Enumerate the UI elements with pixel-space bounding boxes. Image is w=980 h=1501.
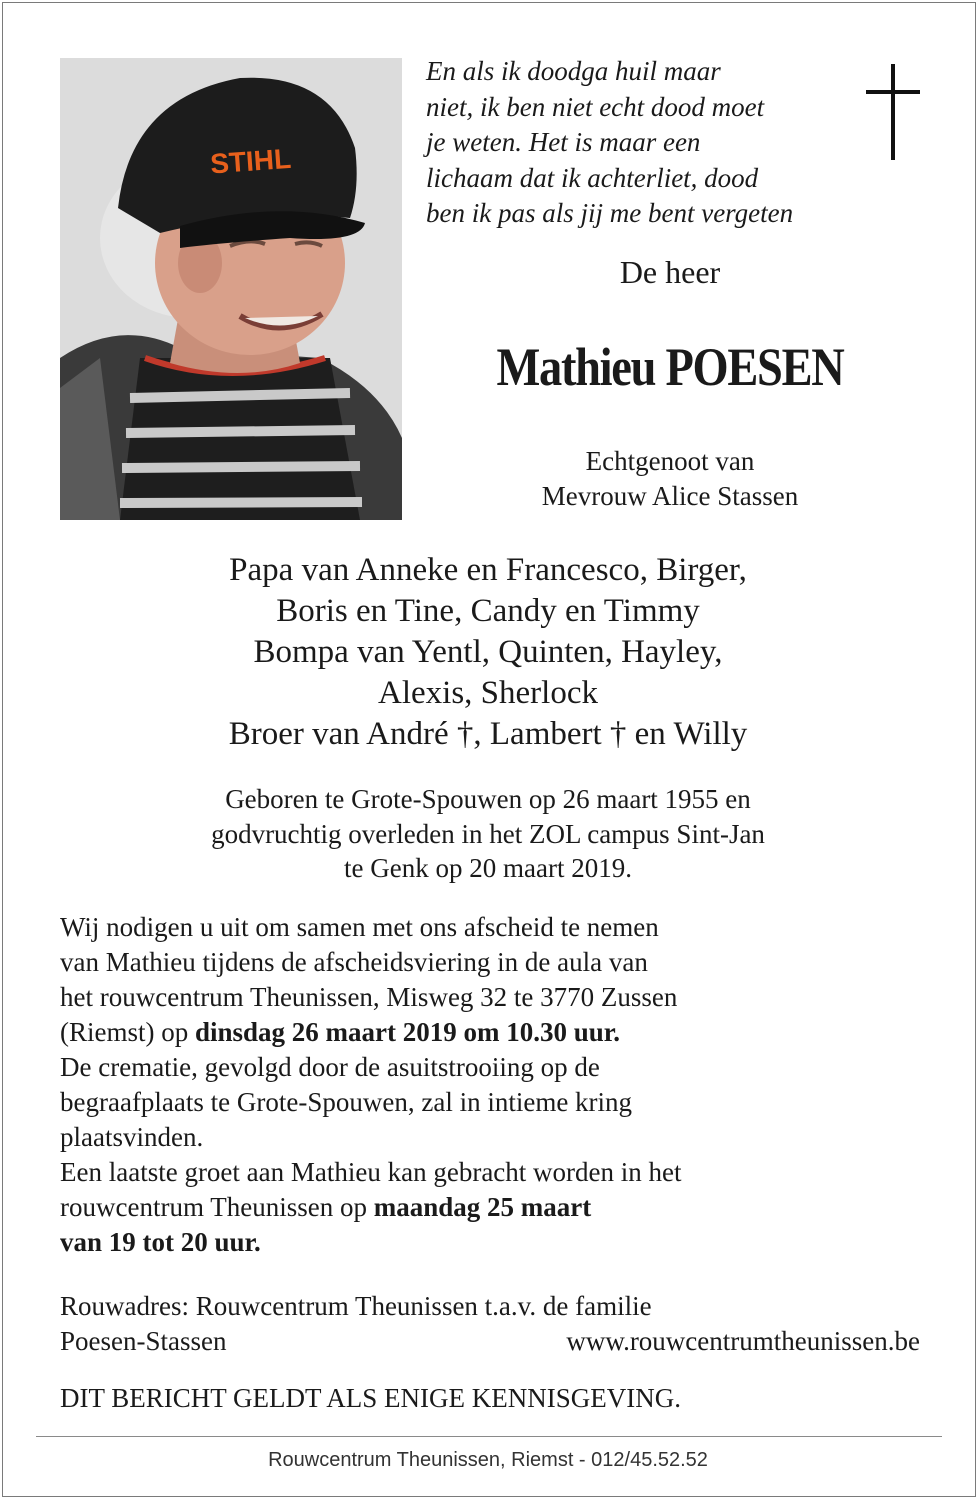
visitation-date: maandag 25 maart	[373, 1192, 592, 1222]
family-line: Bompa van Yentl, Quinten, Hayley,	[253, 634, 723, 670]
birth-line: te Genk op 20 maart 2019.	[344, 853, 632, 883]
invitation-line: Wij nodigen u uit om samen met ons afscheid te nemen	[60, 912, 659, 942]
ceremony-datetime: dinsdag 26 maart 2019 om 10.30 uur.	[195, 1017, 621, 1047]
invitation-line: Een laatste groet aan Mathieu kan gebracht worden in het	[60, 1157, 682, 1187]
portrait-photo	[60, 58, 402, 520]
invitation-text-part: rouwcentrum Theunissen op	[60, 1192, 374, 1222]
visitation-time: van 19 tot 20 uur.	[60, 1227, 261, 1257]
family-line: Boris en Tine, Candy en Timmy	[276, 593, 700, 629]
cap-logo: STIHL	[209, 142, 293, 180]
family-line: Alexis, Sherlock	[378, 675, 598, 711]
birth-line: godvruchtig overleden in het ZOL campus Sint-Jan	[211, 818, 765, 849]
footer-text: Rouwcentrum Theunissen, Riemst - 012/45.52.52	[268, 1449, 708, 1471]
deceased-name: Mathieu POESEN	[496, 337, 844, 397]
poem-line: je weten. Het is maar een	[426, 127, 701, 157]
invitation-line: begraafplaats te Grote-Spouwen, zal in intieme kring	[60, 1087, 633, 1117]
invitation-line: het rouwcentrum Theunissen, Misweg 32 te 3770 Zussen	[60, 982, 678, 1012]
invitation-line	[60, 1015, 940, 1050]
poem-line: niet, ik ben niet echt dood moet	[426, 91, 765, 122]
footer-divider	[36, 1436, 942, 1437]
website-link[interactable]: www.rouwcentrumtheunissen.be	[566, 1326, 920, 1356]
honorific: De heer	[619, 254, 721, 290]
invitation-line	[60, 1190, 940, 1225]
poem	[426, 54, 856, 232]
invitation-line: De crematie, gevolgd door de asuitstrooiing op de	[60, 1052, 600, 1082]
spouse-line: Echtgenoot van	[585, 446, 755, 476]
invitation-line: plaatsvinden.	[60, 1122, 204, 1152]
mourning-address	[60, 1289, 920, 1359]
invitation-text	[60, 910, 940, 1260]
birth-death-info	[60, 782, 916, 886]
poem-line: En als ik doodga huil maar	[426, 56, 721, 86]
invitation-line	[60, 1225, 940, 1260]
spouse-info	[420, 444, 920, 514]
notice-statement: DIT BERICHT GELDT ALS ENIGE KENNISGEVING.	[60, 1383, 681, 1413]
address-row	[60, 1324, 920, 1359]
birth-line: Geboren te Grote-Spouwen op 26 maart 1955 en	[225, 784, 751, 814]
family-name: Poesen-Stassen	[60, 1326, 227, 1356]
family-line: Broer van André †, Lambert † en Willy	[228, 716, 748, 752]
family-list	[60, 550, 916, 755]
cross-icon	[866, 64, 920, 160]
invitation-line: van Mathieu tijdens de afscheidsviering in de aula van	[60, 947, 648, 977]
family-line: Papa van Anneke en Francesco, Birger,	[229, 552, 747, 588]
invitation-text-part: (Riemst) op	[60, 1017, 195, 1047]
address-line: Rouwadres: Rouwcentrum Theunissen t.a.v. de familie	[60, 1291, 652, 1321]
spouse-line: Mevrouw Alice Stassen	[541, 481, 799, 511]
poem-line: ben ik pas als jij me bent vergeten	[426, 198, 794, 228]
poem-line: lichaam dat ik achterliet, dood	[426, 162, 759, 193]
